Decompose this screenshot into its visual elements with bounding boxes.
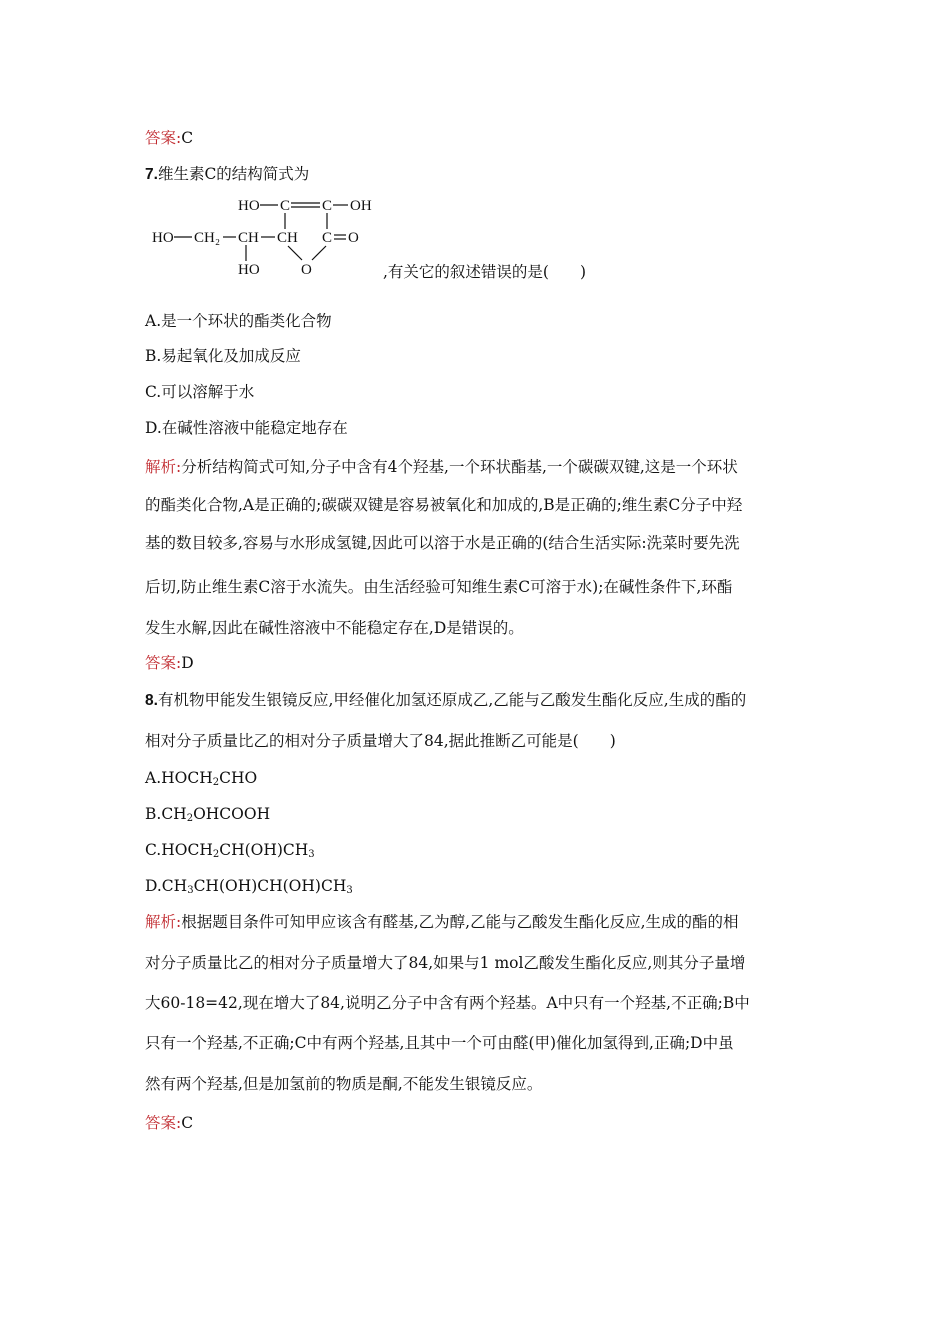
option-text: A.HOCH: [145, 769, 213, 787]
option-a: [145, 768, 257, 788]
answer-label: 答案:: [145, 654, 182, 672]
analysis-8-line-1: [145, 912, 739, 932]
question-8-stem-line-2: 相对分子质量比乙的相对分子质量增大了84,据此推断乙可能是( ): [145, 732, 616, 750]
analysis-8-line-3: 大60-18=42,现在增大了84,说明乙分子中含有两个羟基。A中只有一个羟基,不正确;B中: [145, 994, 750, 1012]
analysis-7-line-1: [145, 457, 738, 477]
formula-ho-top: HO: [238, 198, 260, 214]
formula-ch-b: CH: [277, 230, 298, 246]
formula-ch2: CH₂: [194, 230, 221, 246]
analysis-text: 分析结构简式可知,分子中含有4个羟基,一个环状酯基,一个碳碳双键,这是一个环状: [181, 458, 738, 476]
analysis-8-line-2: 对分子质量比乙的相对分子质量增大了84,如果与1 mol乙酸发生酯化反应,则其分子量增: [145, 954, 746, 972]
option-text: D.CH: [145, 877, 188, 895]
analysis-7-line-3: 基的数目较多,容易与水形成氢键,因此可以溶于水是正确的(结合生活实际:洗菜时要先洗: [145, 534, 740, 552]
option-a: A.是一个环状的酯类化合物: [145, 312, 332, 330]
vitamin-c-structural-formula: [150, 192, 380, 288]
answer-label: 答案:: [145, 1114, 182, 1132]
option-c: C.可以溶解于水: [145, 383, 255, 401]
formula-carbonyl-o: O: [348, 230, 359, 246]
option-text: CH(OH)CH: [219, 841, 309, 859]
answer-6: [145, 128, 193, 148]
formula-ho-chain: HO: [152, 230, 174, 246]
analysis-label: 解析:: [145, 913, 182, 931]
analysis-8-line-4: 只有一个羟基,不正确;C中有两个羟基,且其中一个可由醛(甲)催化加氢得到,正确;D中虽: [145, 1034, 734, 1052]
answer-value: C: [181, 129, 194, 147]
option-d: [145, 876, 353, 896]
formula-ring-o: O: [301, 262, 312, 278]
formula-ch-a: CH: [238, 230, 259, 246]
formula-ho-bottom: HO: [238, 262, 260, 278]
option-text: OHCOOH: [193, 805, 271, 823]
option-d: D.在碱性溶液中能稳定地存在: [145, 419, 348, 437]
analysis-7-line-5: 发生水解,因此在碱性溶液中不能稳定存在,D是错误的。: [145, 619, 524, 637]
formula-c1: C: [280, 198, 291, 214]
analysis-label: 解析:: [145, 458, 182, 476]
question-8-stem-line-1: [145, 690, 746, 711]
option-text: CH(OH)CH(OH)CH: [193, 877, 347, 895]
question-text: 有机物甲能发生银镜反应,甲经催化加氢还原成乙,乙能与乙酸发生酯化反应,生成的酯的: [157, 691, 747, 709]
option-b: B.易起氧化及加成反应: [145, 347, 301, 365]
question-number: 7.: [145, 166, 158, 183]
answer-value: D: [181, 654, 194, 672]
analysis-7-line-4: 后切,防止维生素C溶于水流失。由生活经验可知维生素C可溶于水);在碱性条件下,环酯: [145, 578, 733, 596]
subscript: 2: [212, 849, 220, 860]
subscript: 3: [187, 885, 194, 896]
subscript: 3: [308, 849, 315, 860]
option-b: [145, 804, 270, 824]
question-7-stem-tail: ,有关它的叙述错误的是( ): [383, 263, 587, 281]
answer-8: [145, 1113, 193, 1133]
analysis-text: 根据题目条件可知甲应该含有醛基,乙为醇,乙能与乙酸发生酯化反应,生成的酯的相: [181, 913, 739, 931]
analysis-7-line-2: 的酯类化合物,A是正确的;碳碳双键是容易被氧化和加成的,B是正确的;维生素C分子中羟: [145, 496, 743, 514]
option-text: B.CH: [145, 805, 187, 823]
option-text: CHO: [219, 769, 258, 787]
answer-value: C: [181, 1114, 194, 1132]
subscript: 2: [186, 813, 194, 824]
formula-c3: C: [322, 230, 333, 246]
formula-c2: C: [322, 198, 333, 214]
formula-oh-top: OH: [350, 198, 372, 214]
option-c: [145, 840, 315, 860]
question-text: 维生素C的结构简式为: [157, 165, 310, 183]
answer-label: 答案:: [145, 129, 182, 147]
subscript: 2: [212, 777, 220, 788]
analysis-8-line-5: 然有两个羟基,但是加氢前的物质是酮,不能发生银镜反应。: [145, 1075, 543, 1093]
answer-7: [145, 653, 194, 673]
question-number: 8.: [145, 692, 158, 709]
option-text: C.HOCH: [145, 841, 213, 859]
question-7-stem: [145, 164, 309, 185]
subscript: 3: [346, 885, 353, 896]
